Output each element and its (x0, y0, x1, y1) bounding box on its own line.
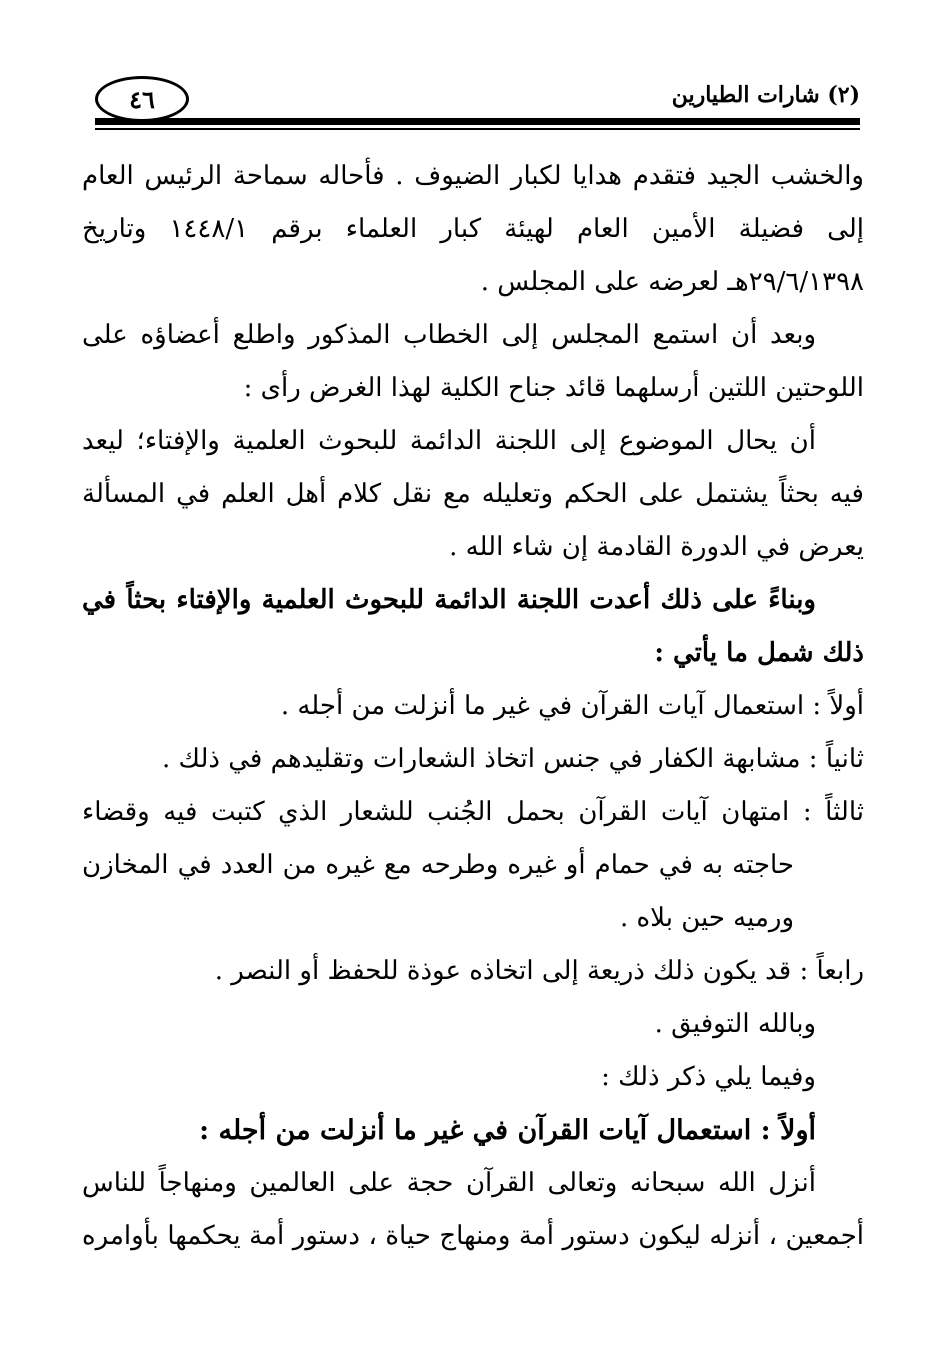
list-item-continuation: حاجته به في حمام أو غيره وطرحه مع غيره من العدد في المخازن (82, 850, 794, 880)
text-line: والخشب الجيد فتقدم هدايا لكبار الضيوف . فأحاله سماحة الرئيس العام (82, 161, 864, 191)
text-line: أجمعين ، أنزله ليكون دستور أمة ومنهاج حياة ، دستور أمة يحكمها بأوامره (82, 1221, 864, 1251)
text-line: أنزل الله سبحانه وتعالى القرآن حجة على العالمين ومنهاجاً للناس (82, 1168, 816, 1198)
text-line: أن يحال الموضوع إلى اللجنة الدائمة للبحوث العلمية والإفتاء؛ ليعد (82, 426, 816, 456)
text-line: وبالله التوفيق . (654, 1009, 816, 1039)
list-item: أولاً : استعمال آيات القرآن في غير ما أنزلت من أجله . (280, 691, 864, 721)
page-number: ٤٦ (129, 84, 155, 114)
running-title: (٢) شارات الطيارين (671, 82, 860, 108)
text-line: وفيما يلي ذكر ذلك : (601, 1062, 816, 1092)
header-rule-thin (95, 128, 860, 130)
page-number-badge (95, 76, 189, 122)
list-item: رابعاً : قد يكون ذلك ذريعة إلى اتخاذه عوذة للحفظ أو النصر . (214, 956, 864, 986)
text-line: ٢٩/٦/١٣٩٨هـ لعرضه على المجلس . (480, 267, 864, 297)
text-line: إلى فضيلة الأمين العام لهيئة كبار العلماء برقم ١٤٤٨/١ وتاريخ (82, 214, 864, 244)
bold-text-line: وبناءً على ذلك أعدت اللجنة الدائمة للبحوث العلمية والإفتاء بحثاً في (82, 585, 816, 615)
text-line: فيه بحثاً يشتمل على الحكم وتعليله مع نقل كلام أهل العلم في المسألة (82, 479, 864, 509)
text-line: يعرض في الدورة القادمة إن شاء الله . (449, 532, 864, 562)
section-heading: أولاً : استعمال آيات القرآن في غير ما أنزلت من أجله : (199, 1115, 816, 1146)
list-item: ثالثاً : امتهان آيات القرآن بحمل الجُنب للشعار الذي كتبت فيه وقضاء (82, 797, 864, 827)
header-rule-thick (95, 118, 860, 125)
body-text (82, 150, 864, 1263)
list-item-continuation: ورميه حين بلاه . (620, 903, 794, 933)
page-header (95, 68, 860, 138)
text-line: وبعد أن استمع المجلس إلى الخطاب المذكور واطلع أعضاؤه على (82, 320, 816, 350)
list-item: ثانياً : مشابهة الكفار في جنس اتخاذ الشعارات وتقليدهم في ذلك . (162, 744, 864, 774)
bold-text-line: ذلك شمل ما يأتي : (654, 638, 864, 668)
text-line: اللوحتين اللتين أرسلهما قائد جناح الكلية لهذا الغرض رأى : (243, 373, 864, 403)
